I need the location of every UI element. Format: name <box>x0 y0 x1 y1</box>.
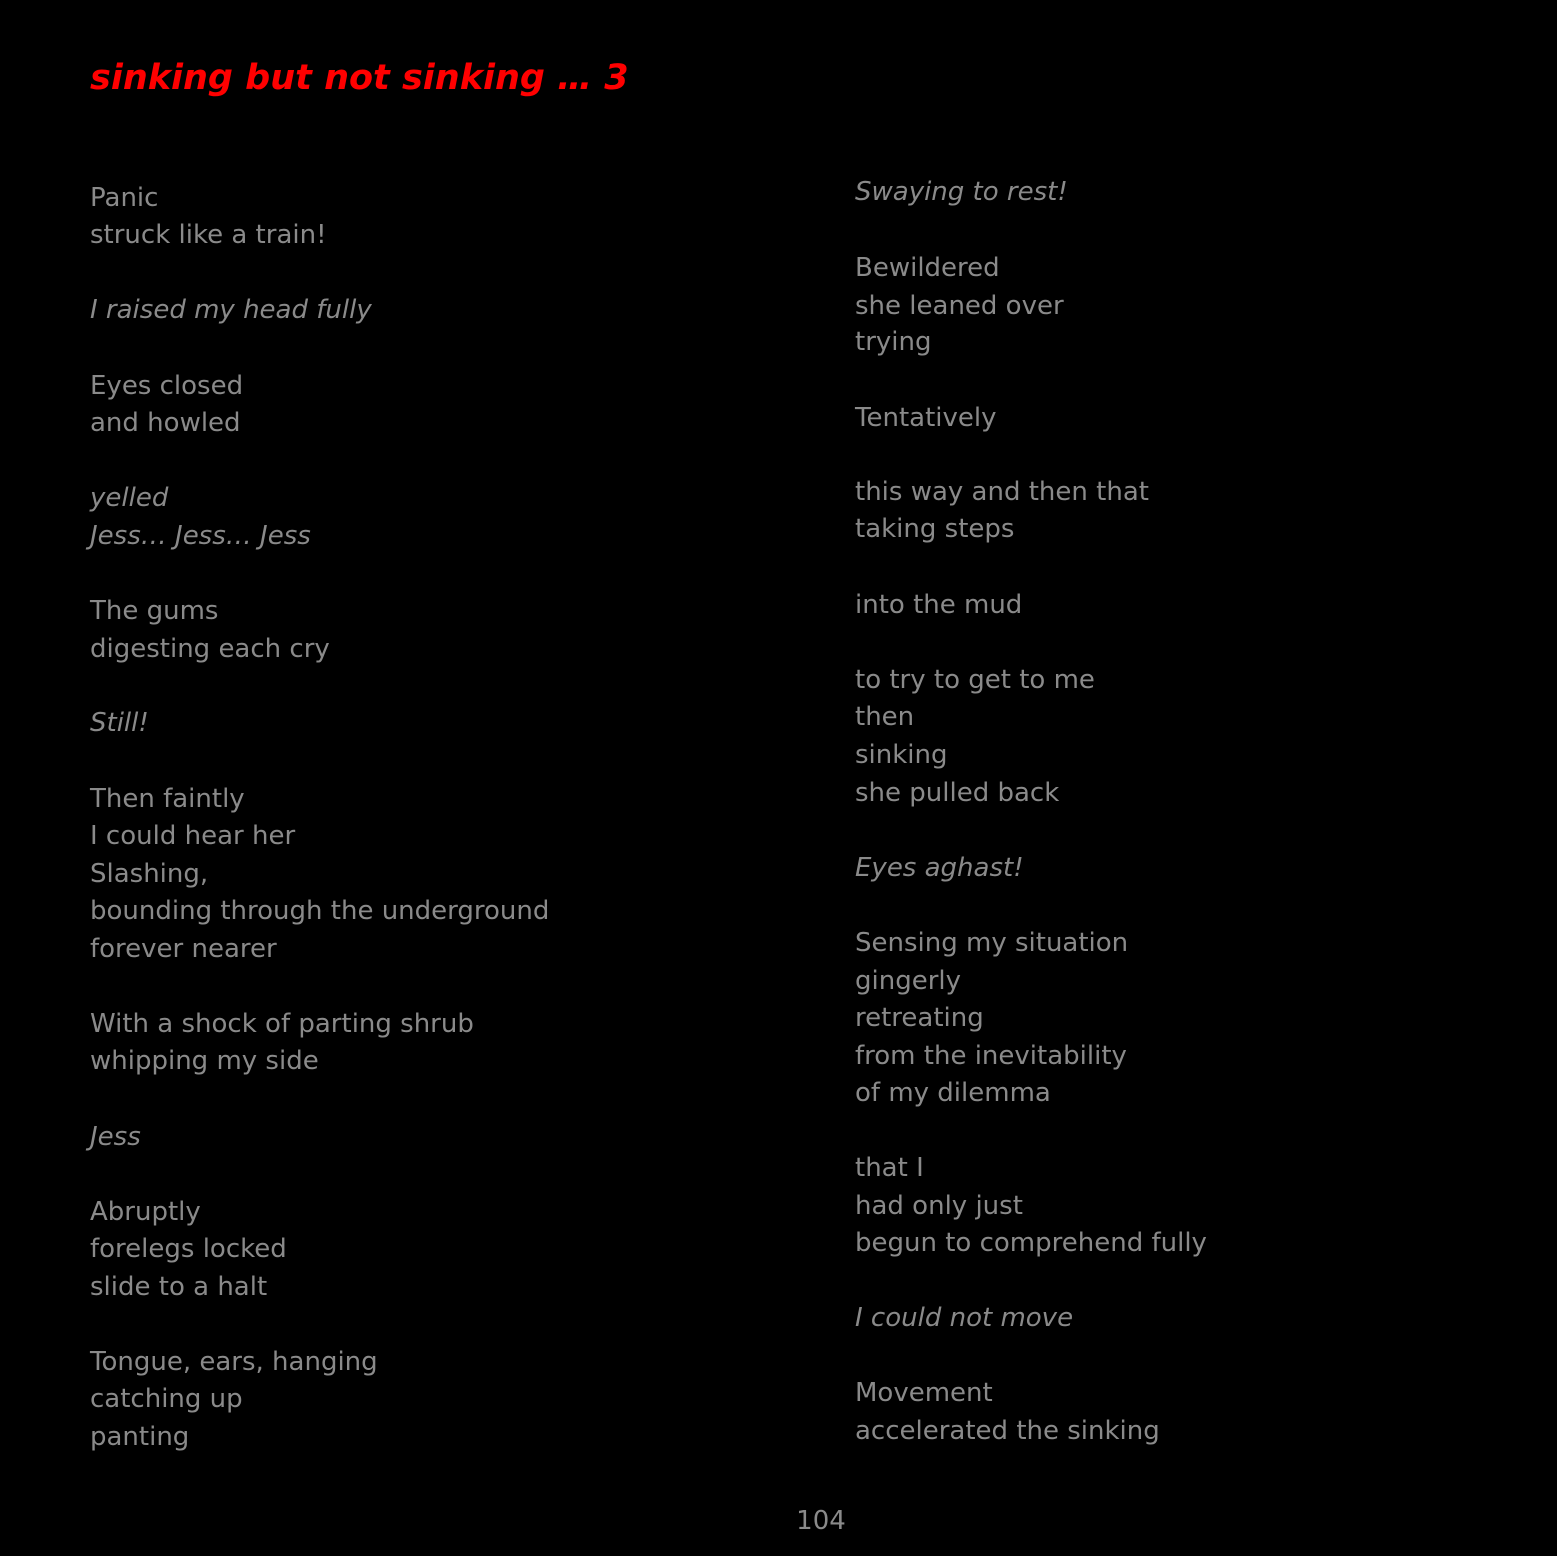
poem-line: Tongue, ears, hanging <box>90 1347 378 1377</box>
poem-line: to try to get to me <box>855 665 1095 695</box>
poem-line: Tentatively <box>855 403 997 433</box>
poem-line: she leaned over <box>855 291 1064 321</box>
poem-line: Panic <box>90 183 159 213</box>
poem-line: Eyes aghast! <box>855 853 1024 883</box>
poem-line: Abruptly <box>90 1197 201 1227</box>
poem-line: Movement <box>855 1378 993 1408</box>
poem-line: that I <box>855 1153 924 1183</box>
poem-title: sinking but not sinking … 3 <box>90 58 629 98</box>
poem-line: trying <box>855 327 932 357</box>
poem-line: Slashing, <box>90 859 209 889</box>
page-number: 104 <box>796 1506 846 1536</box>
poem-line: I could not move <box>855 1303 1074 1333</box>
poem-line: panting <box>90 1422 190 1452</box>
poem-line: into the mud <box>855 590 1023 620</box>
poem-line: The gums <box>90 596 219 626</box>
poem-line: of my dilemma <box>855 1078 1051 1108</box>
poem-line: gingerly <box>855 966 962 996</box>
poem-line: accelerated the sinking <box>855 1416 1160 1446</box>
poem-line: retreating <box>855 1003 984 1033</box>
poem-line: then <box>855 702 915 732</box>
poem-line: from the inevitability <box>855 1041 1127 1071</box>
poem-line: Sensing my situation <box>855 928 1129 958</box>
poem-line: sinking <box>855 740 948 770</box>
poem-line: Then faintly <box>90 784 245 814</box>
poem-line: Swaying to rest! <box>855 177 1068 207</box>
poem-line: I could hear her <box>90 821 296 851</box>
poem-line: bounding through the underground <box>90 896 550 926</box>
poem-line: struck like a train! <box>90 220 327 250</box>
poem-line: Still! <box>90 708 149 738</box>
poem-line: this way and then that <box>855 477 1149 507</box>
poem-line: digesting each cry <box>90 634 330 664</box>
poem-line: With a shock of parting shrub <box>90 1009 474 1039</box>
poem-line: forever nearer <box>90 934 277 964</box>
poem-line: begun to comprehend fully <box>855 1228 1207 1258</box>
poem-line: taking steps <box>855 514 1015 544</box>
poem-line: had only just <box>855 1191 1023 1221</box>
poem-line: she pulled back <box>855 778 1060 808</box>
poem-line: catching up <box>90 1384 243 1414</box>
poem-line: yelled <box>90 483 169 513</box>
poem-line: Eyes closed <box>90 371 244 401</box>
poem-line: whipping my side <box>90 1046 319 1076</box>
poem-line: I raised my head fully <box>90 295 372 325</box>
poem-line: forelegs locked <box>90 1234 287 1264</box>
poem-line: slide to a halt <box>90 1272 268 1302</box>
poem-line: and howled <box>90 408 241 438</box>
poem-line: Jess <box>90 1122 141 1152</box>
poem-line: Jess… Jess… Jess <box>90 521 311 551</box>
poem-line: Bewildered <box>855 253 1000 283</box>
